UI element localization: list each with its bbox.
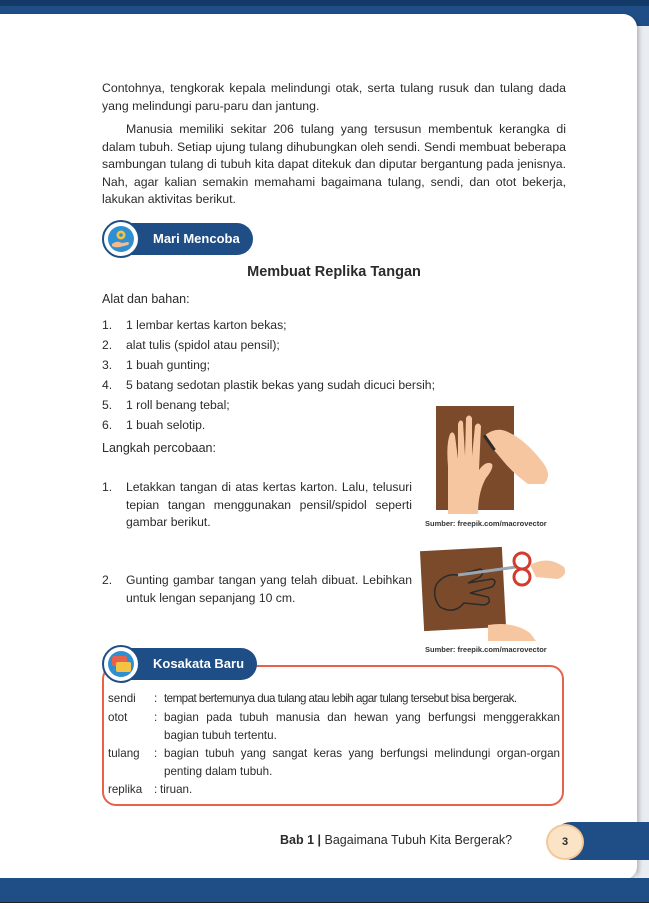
speech-bubbles-icon	[102, 645, 140, 683]
page-edge	[637, 26, 649, 878]
hand-gear-icon	[102, 220, 140, 258]
list-item: 3. 1 buah gunting;	[102, 358, 211, 372]
list-item: 1. 1 lembar kertas karton bekas;	[102, 318, 287, 332]
image-credit-2: Sumber: freepik.com/macrovector	[425, 645, 547, 654]
materials-list	[102, 315, 435, 435]
intro-paragraph-1: Contohnya, tengkorak kepala melindungi otak, serta tulang rusuk dan tulang dada yang melindungi paru-paru dan jantung.	[102, 81, 566, 113]
vocab-row: replika : tiruan.	[108, 783, 193, 796]
mari-mencoba-label: Mari Mencoba	[153, 231, 240, 246]
list-item: 5. 1 roll benang tebal;	[102, 398, 230, 412]
activity-title: Membuat Replika Tangan	[247, 264, 421, 280]
page-number: 3	[546, 824, 584, 860]
footer-chapter: Bab 1 | Bagaimana Tubuh Kita Bergerak?	[280, 833, 513, 847]
vocab-row: sendi : tempat bertemunya dua tulang atau lebih agar tulang tersebut bisa bergerak.	[108, 692, 517, 705]
kosakata-baru-label: Kosakata Baru	[153, 656, 245, 671]
vocab-row: tulang : bagian tubuh yang sangat keras yang berfungsi melindungi organ-organ penting dalam tubuh.	[108, 747, 560, 778]
list-item: 2. alat tulis (spidol atau pensil);	[102, 338, 280, 352]
vocab-row: otot : bagian pada tubuh manusia dan hewan yang berfungsi menggerakkan bagian tubuh tertentu.	[108, 711, 560, 742]
materials-label: Alat dan bahan:	[102, 292, 190, 306]
intro-paragraph-2: Manusia memiliki sekitar 206 tulang yang tersusun membentuk kerangka di dalam tubuh. Setiap ujung tulang dihubungkan oleh sendi. Sendi membuat beberapa sambungan tulang di tubuh kita dapat ditekuk dan diputar bergantung pada jenisnya. Nah, agar kalian semakin memahami bagaimana tulang, sendi, dan otot bekerja, lakukan aktivitas berikut.	[102, 122, 566, 206]
list-item: 6. 1 buah selotip.	[102, 418, 206, 432]
top-banner-edge	[0, 0, 649, 6]
steps-label: Langkah percobaan:	[102, 441, 216, 455]
step-1: 1. Letakkan tangan di atas kertas karton. Lalu, telusuri tepian tangan menggunakan pensil/spidol seperti gambar berikut.	[102, 480, 412, 529]
hand-cutting-illustration	[418, 545, 568, 641]
hand-tracing-illustration	[434, 404, 554, 516]
bottom-banner	[0, 878, 649, 902]
image-credit-1: Sumber: freepik.com/macrovector	[425, 519, 547, 528]
list-item: 4. 5 batang sedotan plastik bekas yang sudah dicuci bersih;	[102, 378, 435, 392]
kosakata-baru-badge	[105, 648, 257, 680]
step-2: 2. Gunting gambar tangan yang telah dibuat. Lebihkan untuk lengan sepanjang 10 cm.	[102, 573, 412, 605]
mari-mencoba-badge	[105, 223, 253, 255]
